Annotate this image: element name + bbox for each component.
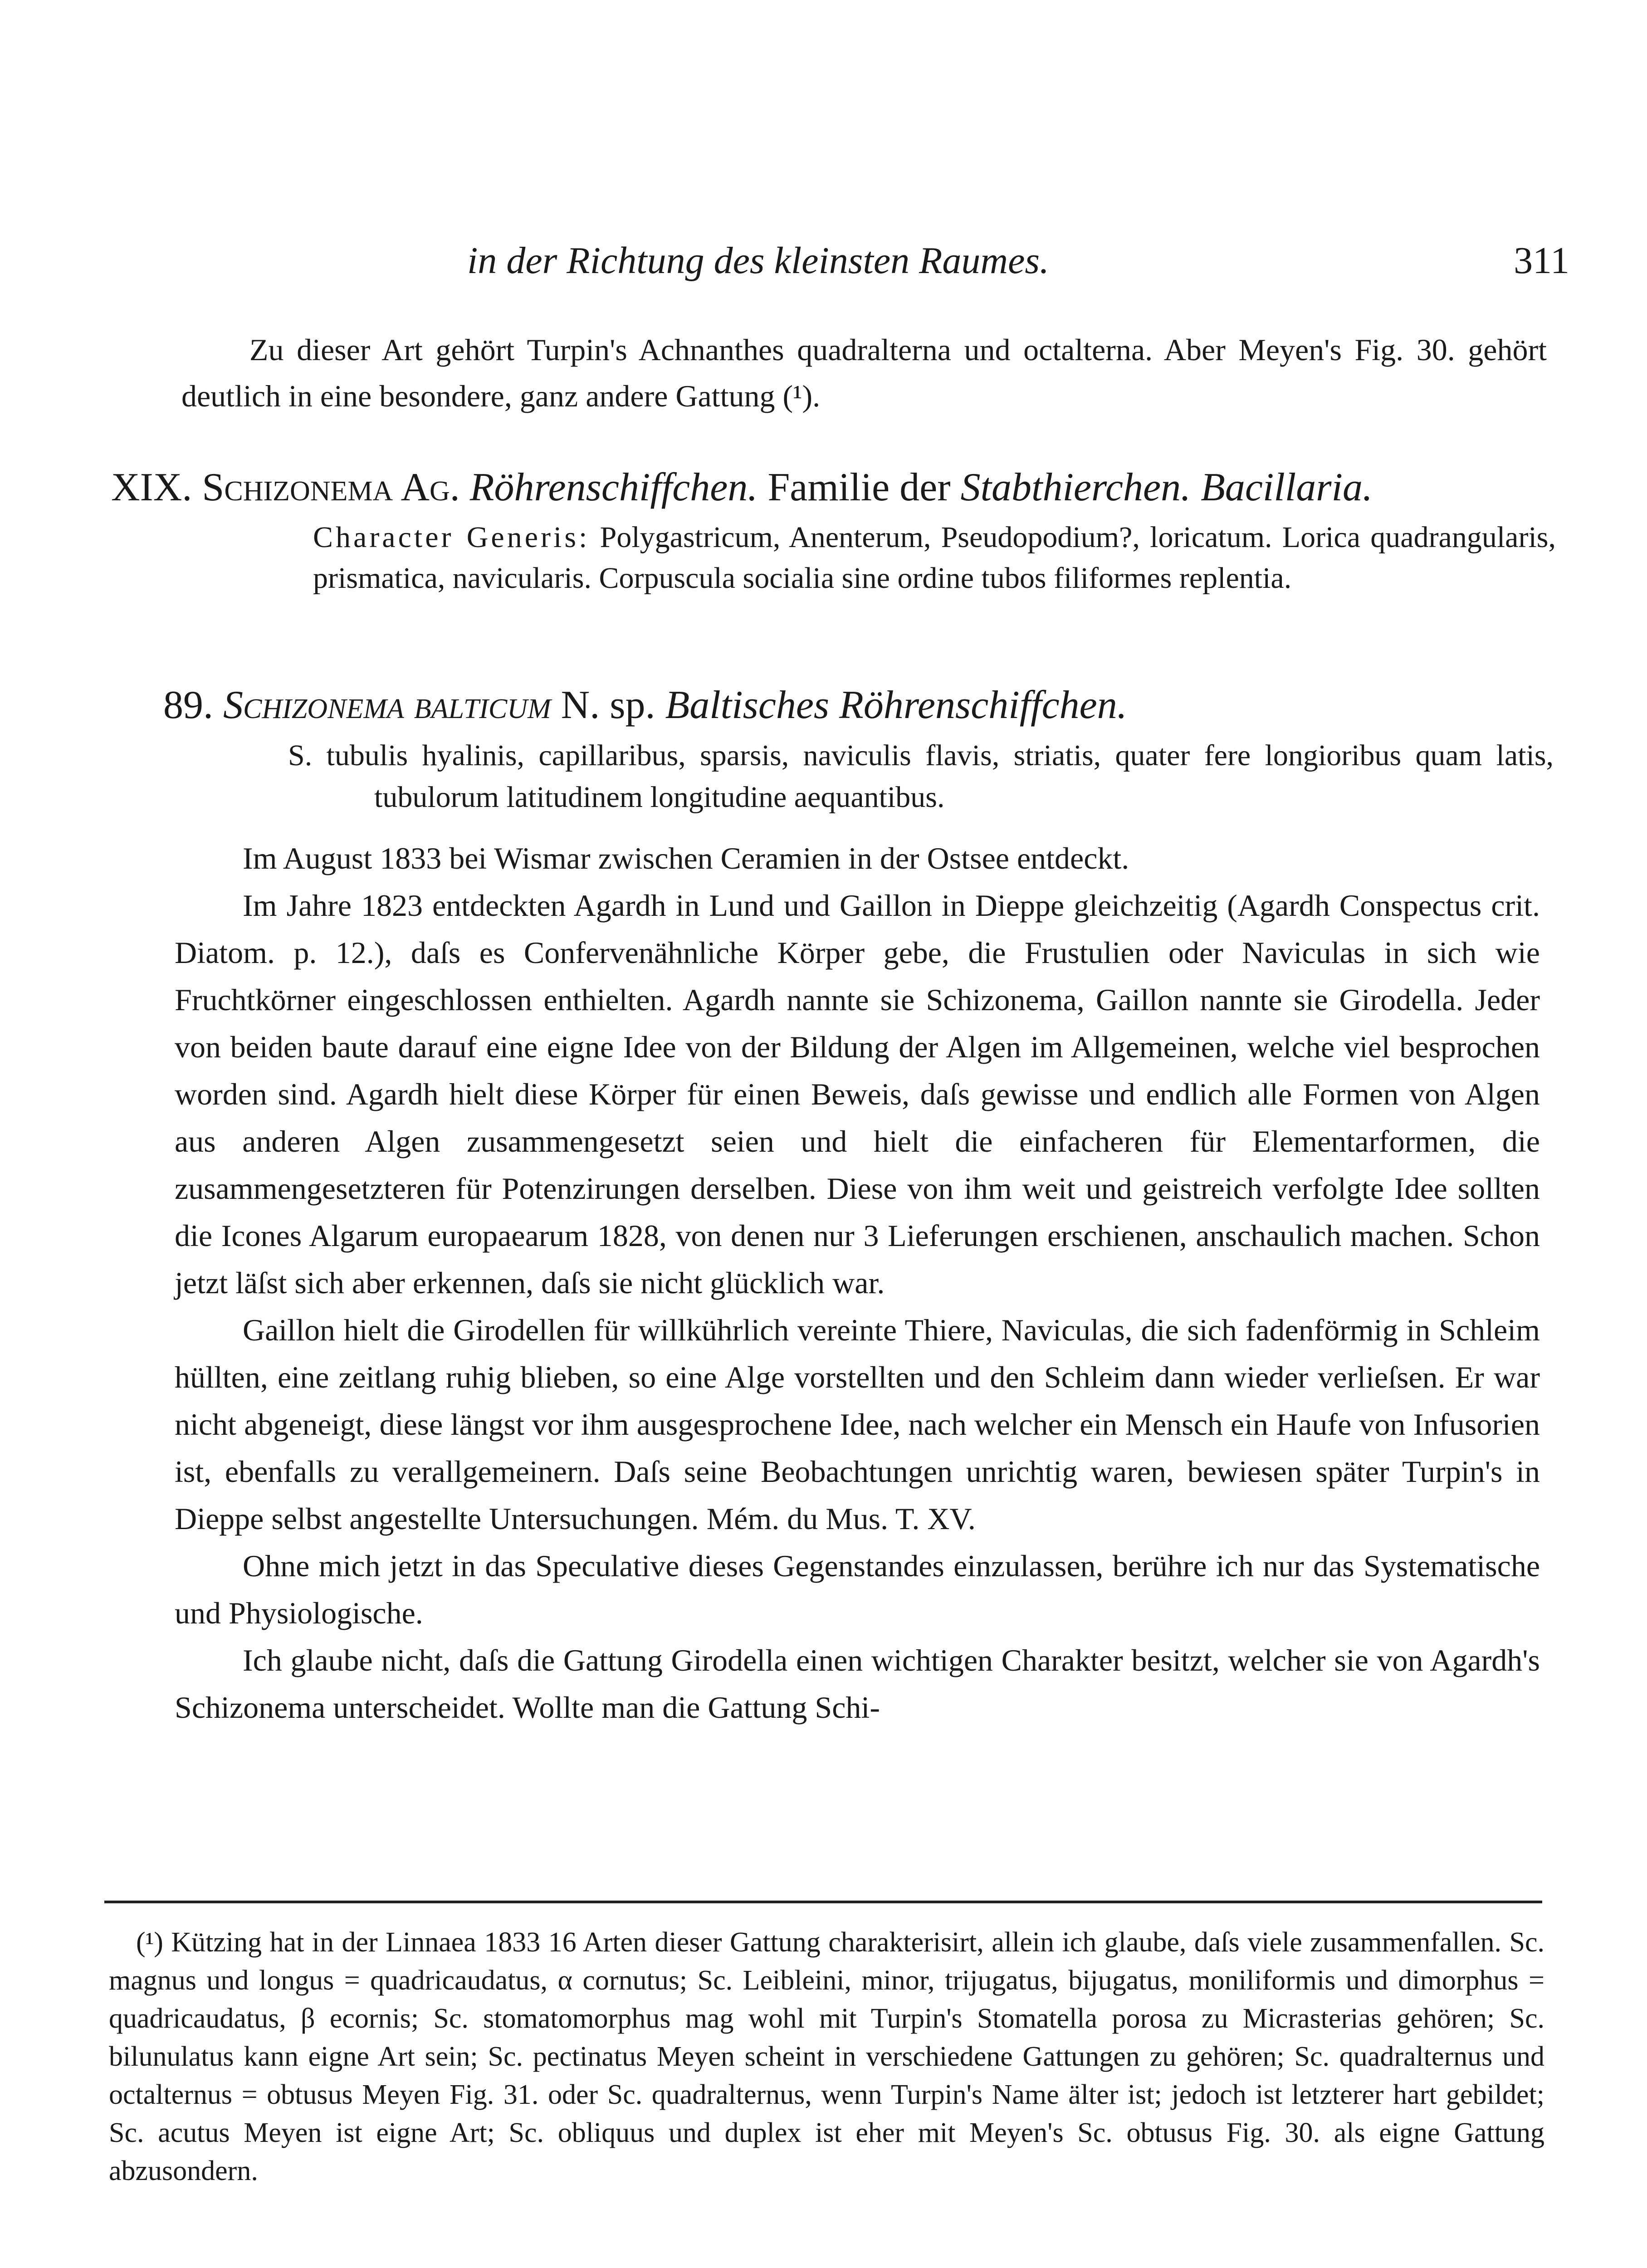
character-text: Polygastricum, Anenterum, Pseudopodium?, loricatum. Lorica quadrangularis, prismatica, navicularis. Corpuscula socialia sine ordine tubos filiformes replentia.: [313, 521, 1556, 595]
paragraph: Im Jahre 1823 entdeckten Agardh in Lund und Gaillon in Dieppe gleichzeitig (Agardh Conspectus crit. Diatom. p. 12.), daſs es Confervenähnliche Körper gebe, die Frustulien oder Naviculas in sich wie Fruchtkörner eingeschlossen enthielten. Agardh nannte sie Schizonema, Gaillon nannte sie Girodella. Jeder von beiden baute darauf eine eigne Idee von der Bildung der Algen im Allgemeinen, welche viel besprochen worden sind. Agardh hielt diese Körper für einen Beweis, daſs gewisse und endlich alle Formen von Algen aus anderen Algen zusammengesetzt seien und hielt die einfacheren für Elementarformen, die zusammengesetzteren für Potenzirungen derselben. Diese von ihm weit und geistreich verfolgte Idee sollten die Icones Algarum europaearum 1828, von denen nur 3 Lieferungen erschienen, anschaulich machen. Schon jetzt läſst sich aber erkennen, daſs sie nicht glücklich war.: [175, 888, 1540, 1300]
species-common-name: Baltisches Röhrenschiffchen.: [665, 683, 1127, 727]
species-novelty: N. sp.: [561, 683, 655, 727]
species-name: Schizonema balticum: [223, 683, 551, 727]
intro-text: Zu dieser Art gehört Turpin's Achnanthes quadralterna und octalterna. Aber Meyen's Fig. 30. gehört deutlich in eine besondere, ganz andere Gattung (¹).: [181, 332, 1547, 413]
intro-paragraph: [181, 327, 1547, 419]
paragraph: Gaillon hielt die Girodellen für willkührlich vereinte Thiere, Naviculas, die sich fadenförmig in Schleim hüllten, eine zeitlang ruhig blieben, so eine Alge vorstellten und den Schleim dann wieder verlieſsen. Er war nicht abgeneigt, diese längst vor ihm ausgesprochene Idee, nach welcher ein Mensch ein Haufe von Infusorien ist, ebenfalls zu verallgemeinern. Daſs seine Beobachtungen unrichtig waren, bewiesen später Turpin's in Dieppe selbst angestellte Untersuchungen. Mém. du Mus. T. XV.: [175, 1313, 1540, 1536]
species-diagnosis: [288, 735, 1554, 818]
paragraph: Ich glaube nicht, daſs die Gattung Girodella einen wichtigen Charakter besitzt, welcher sie von Agardh's Schizonema unterscheidet. Wollte man die Gattung Schi-: [175, 1643, 1540, 1725]
footnote-divider: [104, 1901, 1542, 1903]
running-header: in der Richtung des kleinsten Raumes.: [467, 240, 1050, 282]
species-number: 89.: [163, 683, 213, 727]
species-heading: [163, 680, 1569, 730]
main-text: [175, 835, 1540, 1731]
diagnosis-text: S. tubulis hyalinis, capillaribus, sparsis, naviculis flavis, striatis, quater fere longioribus quam latis, tubulorum latitudinem longitudine aequantibus.: [288, 739, 1554, 814]
paragraph: Ohne mich jetzt in das Speculative dieses Gegenstandes einzulassen, berühre ich nur das Systematische und Physiologische.: [175, 1549, 1540, 1630]
genus-number: XIX.: [111, 465, 192, 509]
footnote-text: (¹) Kützing hat in der Linnaea 1833 16 Arten dieser Gattung charakterisirt, allein ich glaube, daſs viele zusammenfallen. Sc. magnus und longus = quadricaudatus, α cornutus; Sc. Leibleini, minor, trijugatus, bijugatus, moniliformis und dimorphus = quadricaudatus, β ecornis; Sc. stomatomorphus mag wohl mit Turpin's Stomatella porosa zu Micrasterias gehören; Sc. bilunulatus kann eigne Art sein; Sc. pectinatus Meyen scheint in verschiedene Gattungen zu gehören; Sc. quadralternus und octalternus = obtusus Meyen Fig. 31. oder Sc. quadralternus, wenn Turpin's Name älter ist; jedoch ist letzterer hart gebildet; Sc. acutus Meyen ist eigne Art; Sc. obliquus und duplex ist eher mit Meyen's Sc. obtusus Fig. 30. als eigne Gattung abzusondern.: [109, 1927, 1544, 2186]
genus-heading: [111, 463, 1544, 513]
family-label: Familie der: [767, 465, 951, 509]
character-generis: [313, 517, 1556, 599]
footnote: [109, 1923, 1544, 2190]
group-name: Bacillaria.: [1201, 465, 1373, 509]
page-number: 311: [1514, 240, 1569, 282]
genus-common-name: Röhrenschiffchen.: [469, 465, 758, 509]
character-label: Character Generis:: [313, 521, 590, 554]
family-name: Stabthierchen.: [960, 465, 1191, 509]
genus-name: Schizonema Ag.: [202, 465, 460, 509]
paragraph: Im August 1833 bei Wismar zwischen Ceramien in der Ostsee entdeckt.: [243, 841, 1129, 875]
